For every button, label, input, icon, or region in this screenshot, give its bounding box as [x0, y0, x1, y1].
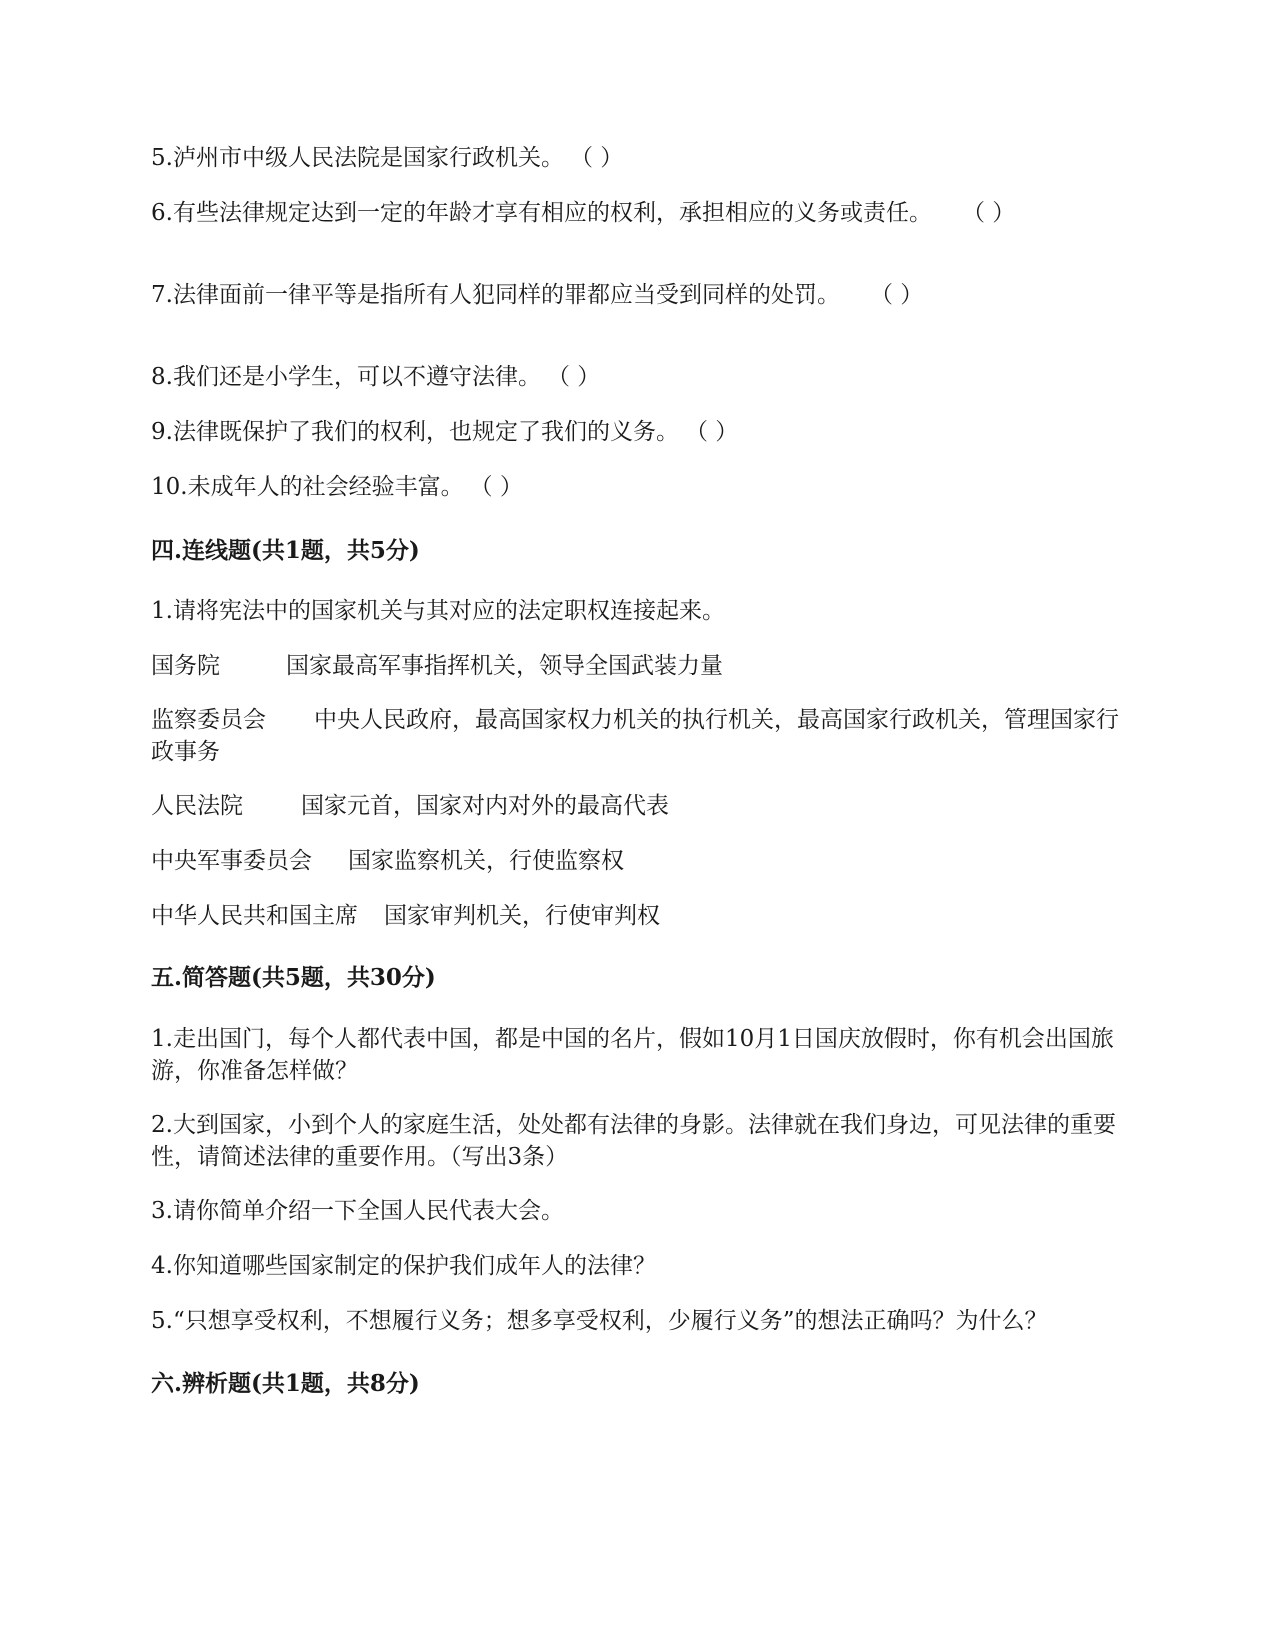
short-answer-question-1: 1.走出国门，每个人都代表中国，都是中国的名片，假如10月1日国庆放假时，你有机会出国旅游，你准备怎样做？	[151, 1026, 1114, 1084]
matching-right-item: 国家元首，国家对内对外的最高代表	[301, 793, 669, 819]
matching-right-item: 中央人民政府，最高国家权力机关的执行机关，最高国家行政机关，管理国家行政事务	[151, 707, 1119, 765]
answer-parentheses: （ ）	[469, 474, 523, 500]
section-heading-short-answer: 五.简答题(共5题，共30分)	[151, 964, 436, 991]
judgment-question-7	[151, 279, 923, 311]
matching-left-item: 人民法院	[151, 793, 243, 819]
answer-parentheses: （ ）	[546, 364, 601, 390]
matching-row	[151, 900, 660, 932]
matching-row	[151, 845, 624, 877]
judgment-question-5	[151, 142, 623, 174]
answer-parentheses: （ ）	[569, 145, 624, 171]
question-text: 5.泸州市中级人民法院是国家行政机关。	[151, 145, 564, 171]
matching-left-item: 中华人民共和国主席	[151, 903, 358, 929]
matching-right-item: 国家审判机关，行使审判权	[384, 903, 660, 929]
matching-row	[151, 790, 669, 822]
section-heading-analysis: 六.辨析题(共1题，共8分)	[151, 1370, 420, 1397]
judgment-question-8	[151, 361, 600, 393]
short-answer-question-3: 3.请你简单介绍一下全国人民代表大会。	[151, 1198, 564, 1224]
matching-left-item: 监察委员会	[151, 707, 266, 733]
question-text: 6.有些法律规定达到一定的年龄才享有相应的权利，承担相应的义务或责任。	[151, 200, 932, 226]
question-text: 9.法律既保护了我们的权利，也规定了我们的义务。	[151, 419, 679, 445]
short-answer-question-5: 5.“只想享受权利，不想履行义务；想多享受权利，少履行义务”的想法正确吗？为什么？	[151, 1308, 1048, 1334]
matching-left-item: 中央军事委员会	[151, 848, 312, 874]
matching-question: 1.请将宪法中的国家机关与其对应的法定职权连接起来。	[151, 598, 725, 624]
question-text: 10.未成年人的社会经验丰富。	[151, 474, 464, 500]
section-heading-matching: 四.连线题(共1题，共5分)	[151, 537, 420, 564]
short-answer-question-4: 4.你知道哪些国家制定的保护我们成年人的法律？	[151, 1253, 656, 1279]
question-text: 8.我们还是小学生，可以不遵守法律。	[151, 364, 541, 390]
answer-parentheses: （ ）	[869, 282, 924, 308]
matching-row	[151, 650, 723, 682]
answer-parentheses: （ ）	[961, 200, 1016, 226]
question-text: 7.法律面前一律平等是指所有人犯同样的罪都应当受到同样的处罚。	[151, 282, 840, 308]
judgment-question-10	[151, 471, 523, 503]
matching-left-item: 国务院	[151, 653, 220, 679]
answer-parentheses: （ ）	[684, 419, 739, 445]
matching-row	[151, 704, 1121, 768]
short-answer-question-2: 2.大到国家，小到个人的家庭生活，处处都有法律的身影。法律就在我们身边，可见法律的重要性，请简述法律的重要作用。（写出3条）	[151, 1112, 1116, 1170]
matching-right-item: 国家最高军事指挥机关，领导全国武装力量	[286, 653, 723, 679]
matching-right-item: 国家监察机关，行使监察权	[348, 848, 624, 874]
judgment-question-6	[151, 197, 1015, 229]
judgment-question-9	[151, 416, 738, 448]
